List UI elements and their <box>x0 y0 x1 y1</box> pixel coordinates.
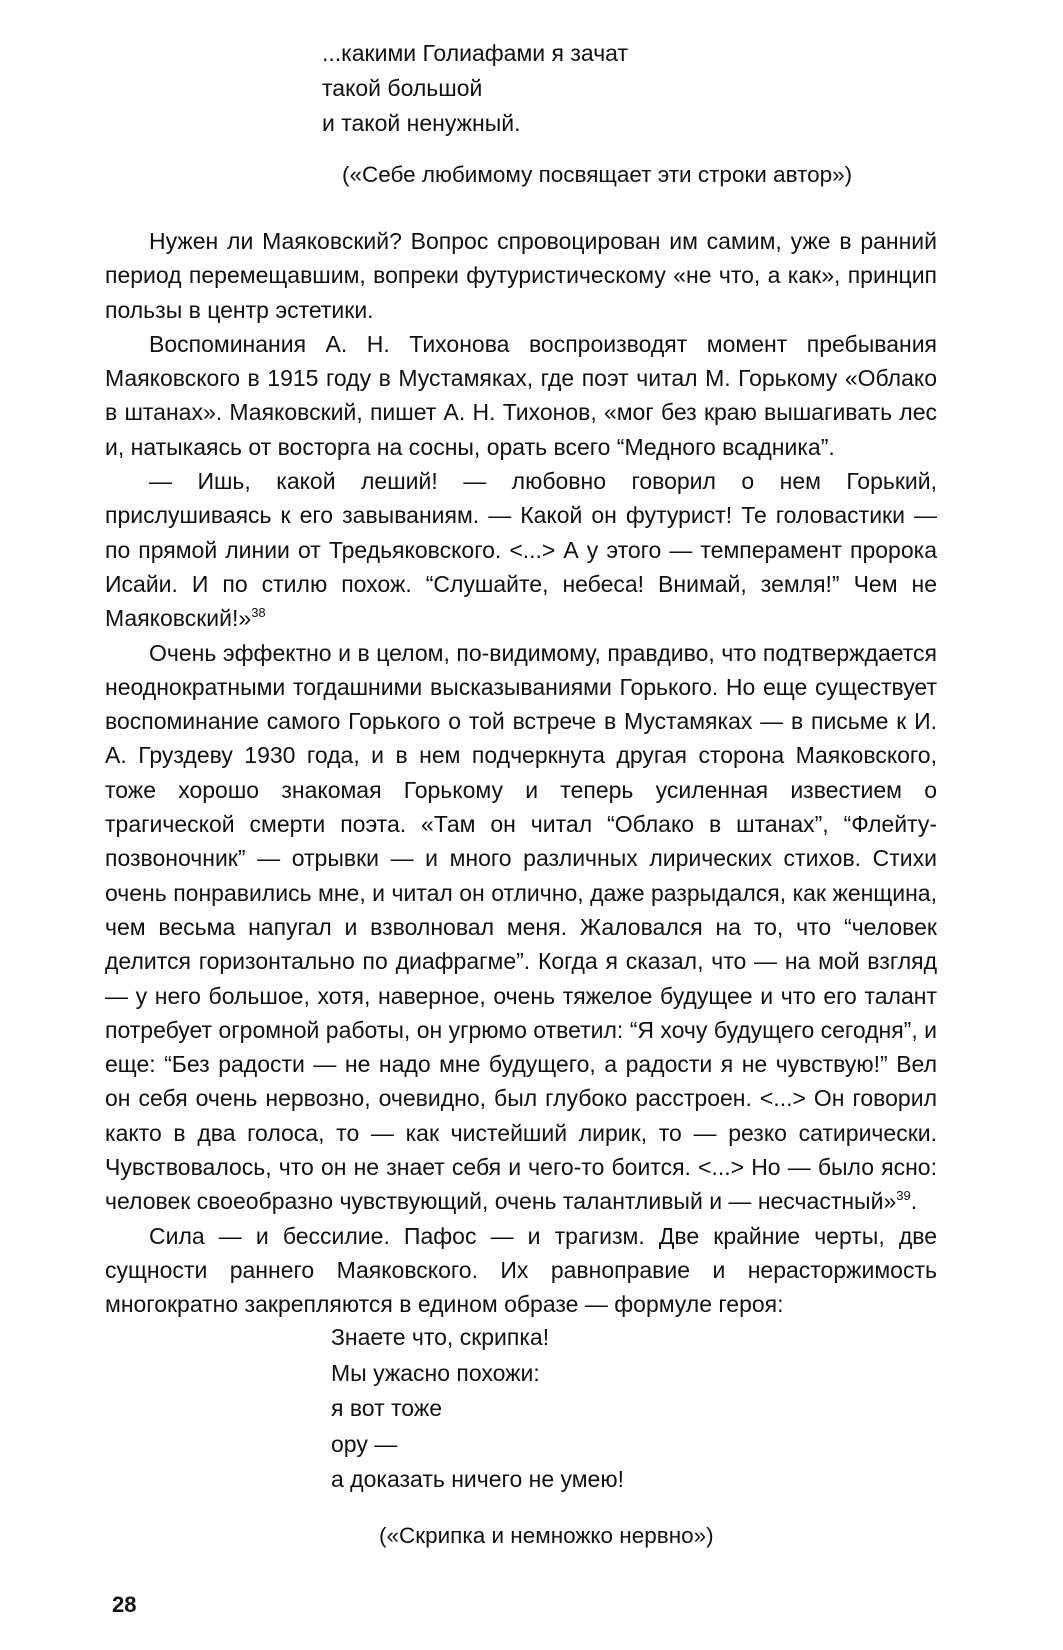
poem-line: Мы ужасно похожи: <box>331 1359 540 1386</box>
paragraph-text: Сила — и бессилие. Пафос — и трагизм. Две крайние черты, две сущности раннего Маяковского. Их равноправие и нерасторжимость многократно закрепляются в едином образе — формуле героя: <box>105 1222 937 1318</box>
paragraph-text: — Ишь, какой леший! — любовно говорил о нем Горький, прислушиваясь к его завываниям. — Какой он футурист! Те головастики — по прямой линии от Тредьяковского. <...> А у этого — темперамент пророка Исайи. И по стилю похож. “Слушайте, небеса! Внимай, земля!” Чем не Маяковский!» <box>105 468 937 632</box>
footnote-ref: 39 <box>896 1188 911 1204</box>
paragraph-text: Очень эффектно и в целом, по-видимому, правдиво, что подтверждается неоднократными тогдашними высказываниями Горького. Но еще существует воспоминание самого Горького о той встрече в Мустамяках — в письме к И. А. Груздеву 1930 года, и в нем подчеркнута другая сторона Маяковского, тоже хорошо знакомая Горькому и теперь усиленная известием о трагической смерти поэта. «Там он читал “Облако в штанах”, “Флейту-позвоночник” — отрывки — и много различных лирических стихов. Стихи очень понравились мне, и читал он отлично, даже разрыдался, как женщина, чем весьма напугал и взволновал меня. Жаловался на то, что “человек делится горизонтально по диафрагме”. Когда я сказал, что — на мой взгляд — у него большое, хотя, наверное, очень тяжелое будущее и что его талант потребует огромной работы, он угрюмо ответил: “Я хочу будущего сегодня”, и еще: “Без радости — не надо мне будущего, а радости я не чувствую!” Вел он себя очень нервозно, очевидно, был глубоко расстроен. <...> Он говорил както в два голоса, то — как чистейший лирик, то — резко сатирически. Чувствовалось, что он не знает себя и чего-то боится. <...> Но — было ясно: человек своеобразно чувствующий, очень талантливый и — несчастный» <box>105 639 937 1215</box>
paragraph-tail: . <box>910 1188 918 1215</box>
poem-attribution: («Скрипка и немножко нервно») <box>379 1522 714 1548</box>
poem-line: Знаете что, скрипка! <box>331 1324 550 1350</box>
paragraph <box>105 327 937 464</box>
poem-line: ору — <box>331 1430 398 1457</box>
poem-line: я вот тоже <box>331 1395 443 1421</box>
epigraph-line: и такой ненужный. <box>322 110 521 136</box>
paragraph-text: Нужен ли Маяковский? Вопрос спровоцирован им самим, уже в ранний период перемещавшим, вопреки футуристическому «не что, а как», принцип пользы в центр эстетики. <box>105 228 937 323</box>
paragraph-text: Воспоминания А. Н. Тихонова воспроизводят момент пребывания Маяковского в 1915 году в Мустамяках, где поэт читал М. Горькому «Облако в штанах». Маяковский, пишет А. Н. Тихонов, «мог без краю вышагивать лес и, натыкаясь от восторга на сосны, орать всего “Медного всадника”. <box>105 330 937 460</box>
epigraph-line: ...какими Голиафами я зачат <box>322 40 628 66</box>
epigraph-attribution: («Себе любимому посвящает эти строки автор») <box>342 162 853 187</box>
footnote-ref: 38 <box>251 605 266 621</box>
poem-line: а доказать ничего не умею! <box>331 1466 624 1492</box>
body-text <box>105 224 937 1322</box>
epigraph-line: такой большой <box>322 75 483 101</box>
page-number: 28 <box>112 1592 137 1617</box>
paragraph <box>105 224 937 327</box>
epigraph <box>322 36 962 192</box>
paragraph <box>105 1219 937 1322</box>
paragraph <box>105 636 937 1219</box>
paragraph <box>105 464 937 635</box>
poem-quote <box>331 1320 891 1553</box>
